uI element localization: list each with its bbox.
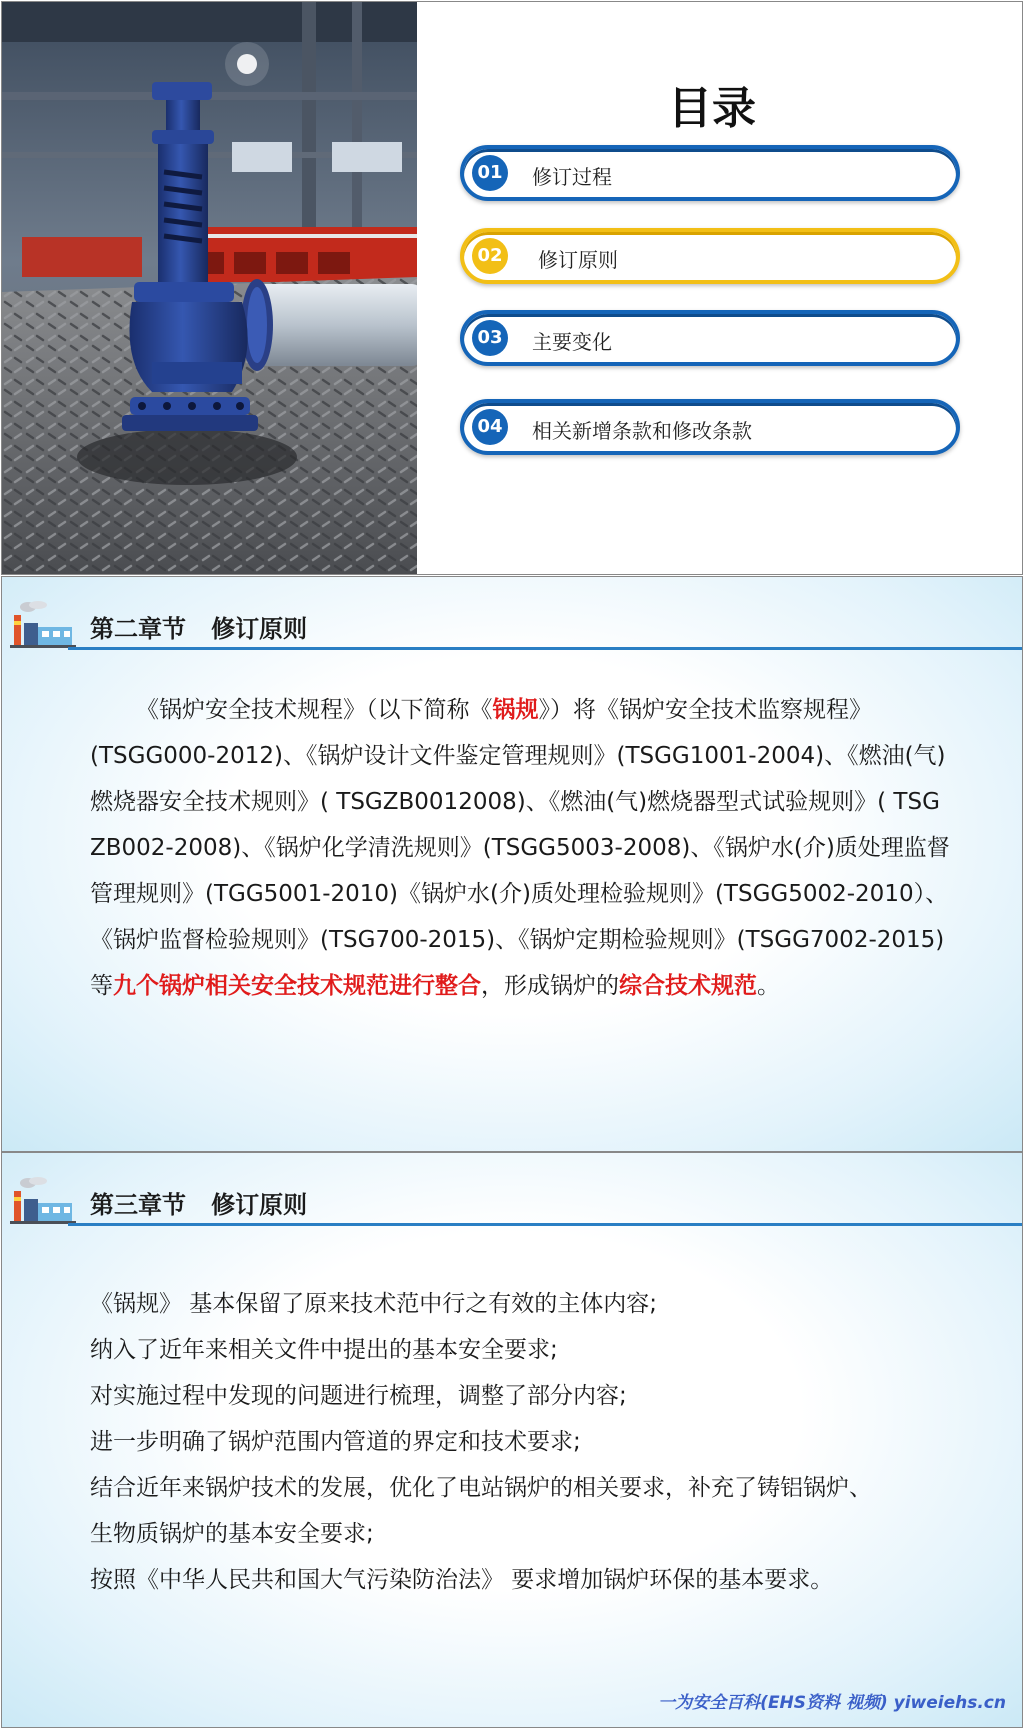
section-divider: [68, 647, 1023, 650]
section-divider: [68, 1223, 1023, 1226]
section-header: [2, 599, 1023, 659]
factory-icon: [8, 1177, 78, 1225]
text-run: 。: [757, 973, 780, 999]
toc-number: 03: [472, 320, 508, 356]
section-header: [2, 1175, 1023, 1235]
toc-item-04[interactable]: [460, 399, 960, 455]
watermark: 一为安全百科(EHS资料 视频) yiweiehs.cn: [658, 1693, 1006, 1713]
text-run: ，形成锅炉的: [481, 973, 619, 999]
section3-slide: [1, 1152, 1023, 1728]
toc-item-01[interactable]: [460, 145, 960, 201]
list-item: 生物质锅炉的基本安全要求;: [90, 1521, 374, 1547]
section-title: 第三章节 修订原则: [90, 1191, 308, 1219]
toc-number: 01: [472, 155, 508, 191]
list-item: 按照《中华人民共和国大气污染防治法》 要求增加锅炉环保的基本要求。: [90, 1567, 834, 1593]
safety-valve-photo: [2, 2, 417, 575]
highlight-text: 综合技术规范: [619, 973, 757, 999]
list-item: 结合近年来锅炉技术的发展，优化了电站锅炉的相关要求，补充了铸铝锅炉、: [90, 1475, 872, 1501]
toc-number: 02: [472, 238, 508, 274]
text-run: 》）将《锅炉安全技术监察规程》(TSGG000-2012)、《锅炉设计文件鉴定管理规则》(TSGG1001-2004)、《燃油(气)燃烧器安全技术规则》( TSGZB0012008)、《燃油(气)燃烧器型式试验规则》( TSG ZB002-2008)、《锅炉化学清洗规则》(TSGG5003-2008)、《锅炉水(介)质处理监督管理规则》(TGG5001-2010)《锅炉水(介)质处理检验规则》(TSGG5002-2010）、《锅炉监督检验规则》(TSG700-2015)、《锅炉定期检验规则》(TSGG7002-2015)等: [90, 697, 950, 999]
factory-icon: [8, 601, 78, 649]
list-item: 纳入了近年来相关文件中提出的基本安全要求;: [90, 1337, 558, 1363]
toc-label: 主要变化: [532, 330, 612, 354]
section-title: 第二章节 修订原则: [90, 615, 308, 643]
toc-label: 修订原则: [538, 248, 618, 272]
toc-slide: [1, 1, 1023, 575]
text-run: 《锅炉安全技术规程》（以下简称《: [136, 697, 493, 723]
toc-label: 修订过程: [532, 165, 612, 189]
section2-slide: [1, 576, 1023, 1152]
highlight-text: 锅规: [492, 697, 539, 723]
body-paragraph: [90, 687, 950, 1009]
toc-title: 目录: [668, 83, 756, 134]
toc-item-03[interactable]: [460, 310, 960, 366]
list-item: 进一步明确了锅炉范围内管道的界定和技术要求;: [90, 1429, 581, 1455]
toc-item-02[interactable]: [460, 228, 960, 284]
highlight-text: 九个锅炉相关安全技术规范进行整合: [113, 973, 481, 999]
toc-number: 04: [472, 409, 508, 445]
list-item: 对实施过程中发现的问题进行梳理，调整了部分内容;: [90, 1383, 627, 1409]
principle-list: [90, 1281, 970, 1603]
toc-label: 相关新增条款和修改条款: [532, 419, 752, 443]
list-item: 《锅规》 基本保留了原来技术范中行之有效的主体内容;: [90, 1291, 658, 1317]
